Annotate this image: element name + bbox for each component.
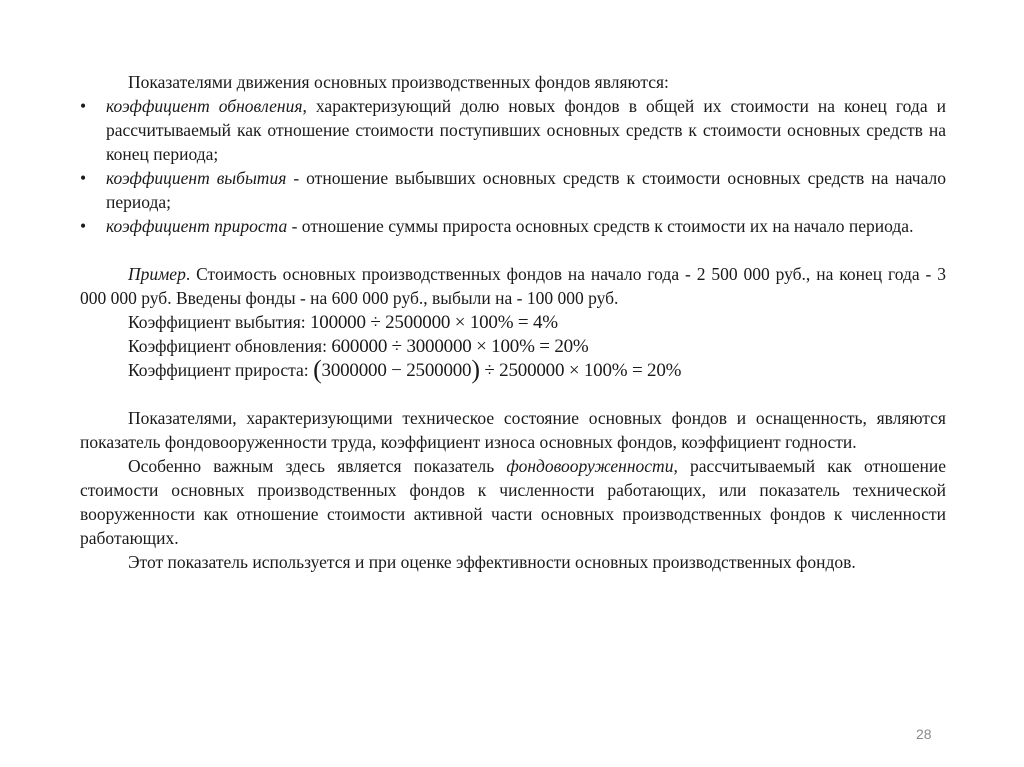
- open-paren: (: [313, 355, 322, 384]
- list-item-text: , характеризующий долю новых фондов в общей их стоимости на конец года и рассчитываемый как отношение стоимости поступивших основных средств к стоимости основных средств на конец периода;: [106, 96, 946, 164]
- formula-retirement: [80, 310, 946, 334]
- spacer: [80, 382, 946, 406]
- bullet-icon: •: [80, 96, 87, 116]
- spacer: [80, 238, 946, 262]
- list-item: [80, 214, 946, 238]
- list-item-term: коэффициент выбытия: [106, 168, 287, 188]
- page-number: 28: [916, 726, 932, 742]
- formula-expression: [313, 355, 682, 384]
- formula-inner: 3000000 − 2500000: [321, 360, 472, 381]
- example-label: Пример: [128, 264, 186, 284]
- list-item: [80, 166, 946, 214]
- bullet-icon: •: [80, 216, 87, 236]
- formula-growth: [80, 355, 946, 384]
- tech-state-paragraph: Показателями, характеризующими техническое состояние основных фондов и оснащенность, являются показатель фондовооруженности труда, коэффициент износа основных фондов, коэффициент годности.: [80, 408, 946, 452]
- list-item-text: - отношение суммы прироста основных средств к стоимости их на начало периода.: [287, 216, 914, 236]
- example-paragraph: [80, 262, 946, 310]
- close-paren: ): [471, 355, 480, 384]
- formula-renewal: [80, 334, 946, 358]
- list-item: [80, 94, 946, 166]
- important-pre: Особенно важным здесь является показатель: [128, 456, 507, 476]
- formula-tail: ÷ 2500000 × 100% = 20%: [484, 360, 682, 381]
- important-paragraph: [80, 454, 946, 550]
- formula-expression: 600000 ÷ 3000000 × 100% = 20%: [331, 336, 589, 357]
- formula-expression: 100000 ÷ 2500000 × 100% = 4%: [309, 312, 558, 333]
- list-item-term: коэффициент прироста: [106, 216, 288, 236]
- important-post: рассчитываемый как отношение стоимости основных производственных фондов к численности работающих, или показатель технической вооруженности как отношение стоимости активной части основных производственных фондов к численности работающих.: [80, 456, 946, 548]
- list-item-term: коэффициент обновления: [106, 96, 303, 116]
- list-item-text: - отношение выбывших основных средств к стоимости основных средств на начало периода;: [106, 168, 946, 212]
- intro-paragraph: Показателями движения основных производственных фондов являются:: [128, 72, 669, 92]
- formula-label: Коэффициент прироста:: [128, 360, 309, 380]
- important-term: фондовооруженности,: [506, 456, 678, 476]
- document-body: [80, 70, 946, 574]
- example-text: . Стоимость основных производственных фондов на начало года - 2 500 000 руб., на конец года - 3 000 000 руб. Введены фонды - на 600 000 руб., выбыли на - 100 000 руб.: [80, 264, 946, 308]
- usage-paragraph: Этот показатель используется и при оценке эффективности основных производственных фондов.: [128, 552, 856, 572]
- bullet-icon: •: [80, 168, 87, 188]
- indicator-list: [80, 94, 946, 238]
- formula-label: Коэффициент обновления:: [128, 336, 327, 356]
- formula-label: Коэффициент выбытия:: [128, 312, 306, 332]
